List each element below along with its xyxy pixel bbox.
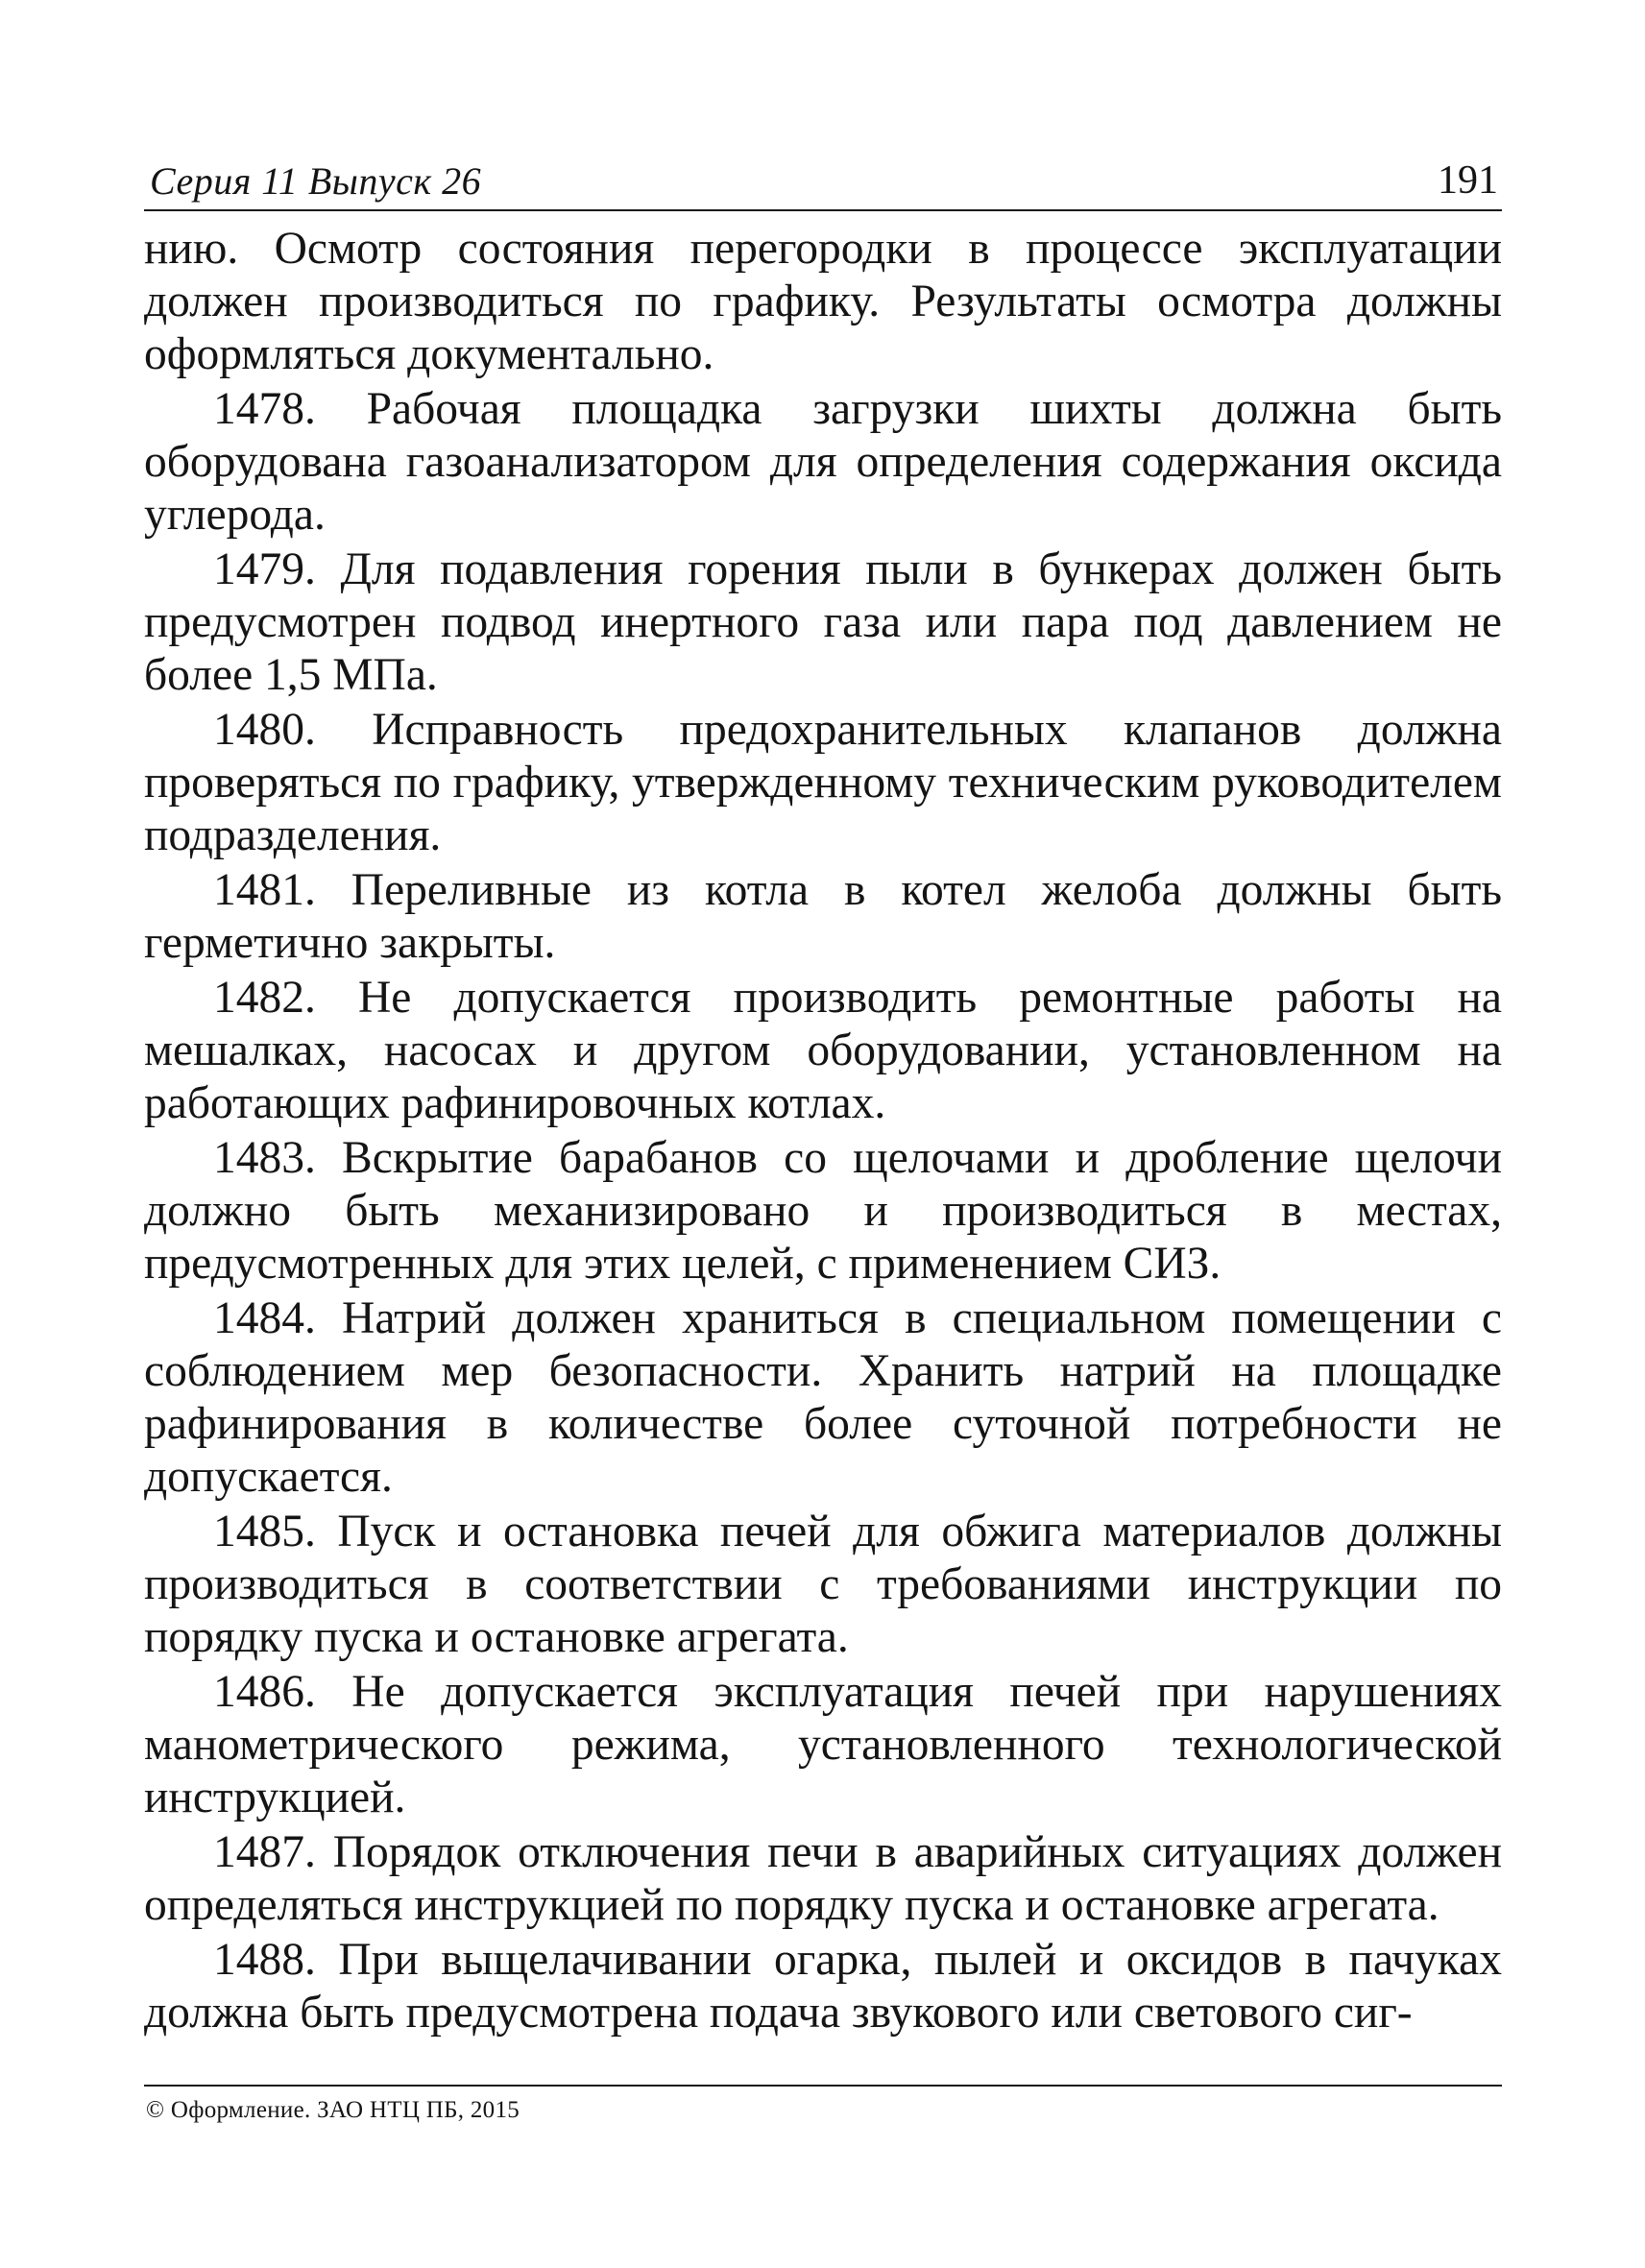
footer-divider: [144, 2085, 1502, 2087]
copyright-notice: © Оформление. ЗАО НТЦ ПБ, 2015: [146, 2097, 520, 2123]
paragraph-1478: 1478. Рабочая площадка загрузки шихты должна быть оборудована газоанализатором для определения содержания оксида углерода.: [144, 384, 1502, 540]
paragraph-1484: 1484. Натрий должен храниться в специальном помещении с соблюдением мер безопасности. Хранить натрий на площадке рафинирования в количестве более суточной потребности не допускается.: [144, 1293, 1502, 1502]
page-number: 191: [1438, 158, 1498, 203]
paragraph-1487: 1487. Порядок отключения печи в аварийных ситуациях должен определяться инструкцией по порядку пуска и остановке агрегата.: [144, 1827, 1502, 1930]
paragraph-1488: 1488. При выщелачивании огарка, пылей и оксидов в пачуках должна быть предусмотрена подача звукового или светового сиг-: [144, 1935, 1502, 2038]
paragraph-1482: 1482. Не допускается производить ремонтные работы на мешалках, насосах и другом оборудовании, установленном на работающих рафинировочных котлах.: [144, 973, 1502, 1128]
page-header: [144, 152, 1502, 211]
series-title: Серия 11 Выпуск 26: [150, 159, 482, 203]
paragraph-1479: 1479. Для подавления горения пыли в бункерах должен быть предусмотрен подвод инертного газа или пара под давлением не более 1,5 МПа.: [144, 544, 1502, 700]
paragraph-1480: 1480. Исправность предохранительных клапанов должна проверяться по графику, утвержденному техническим руководителем подразделения.: [144, 705, 1502, 860]
paragraph-1481: 1481. Переливные из котла в котел желоба должны быть герметично закрыты.: [144, 865, 1502, 968]
paragraph-1486: 1486. Не допускается эксплуатация печей при нарушениях манометрического режима, установленного технологической инструкцией.: [144, 1667, 1502, 1822]
paragraph-continuation: нию. Осмотр состояния перегородки в процессе эксплуатации должен производиться по графику. Результаты осмотра должны оформляться документально.: [144, 224, 1502, 379]
document-body: [144, 223, 1502, 2041]
paragraph-1483: 1483. Вскрытие барабанов со щелочами и дробление щелочи должно быть механизировано и производиться в местах, предусмотренных для этих целей, с применением СИЗ.: [144, 1133, 1502, 1289]
paragraph-1485: 1485. Пуск и остановка печей для обжига материалов должны производиться в соответствии с требованиями инструкции по порядку пуска и остановке агрегата.: [144, 1507, 1502, 1662]
